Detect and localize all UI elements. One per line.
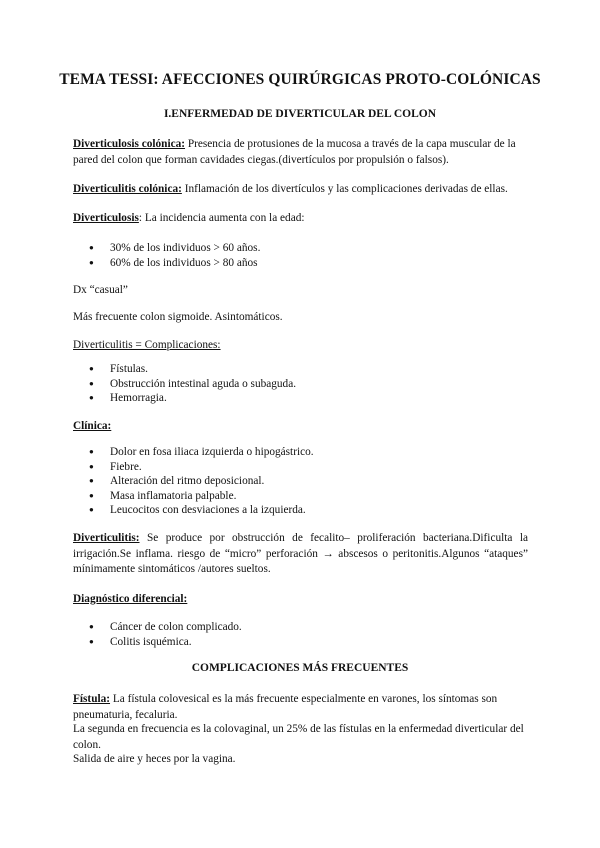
term-label: Diverticulitis colónica: [73,183,182,195]
list-item: ● Dolor en fosa iliaca izquierda o hipogástrico. [89,445,529,460]
list-item: ● 30% de los individuos > 60 años. [89,241,529,256]
document-title: TEMA TESSI: AFECCIONES QUIRÚRGICAS PROTO-COLÓNICAS [59,71,541,88]
diagnostico-list [89,620,529,649]
clinica-list [89,445,529,518]
term-definition: : La incidencia aumenta con la edad: [138,212,305,224]
list-item: ● Fiebre. [89,460,529,475]
clinica-heading-text: Clínica: [73,420,112,432]
complicaciones-heading [73,338,528,354]
paragraph-colovaginal: La segunda en frecuencia es la colovaginal, un 25% de las fístulas en la enfermedad diverticular del colon. [73,723,524,751]
clinica-heading [73,419,528,435]
term-label: Diverticulitis: [73,532,140,544]
list-item: ● 60% de los individuos > 80 años [89,256,529,271]
paragraph-salida: Salida de aire y heces por la vagina. [73,753,236,765]
complicaciones-heading-text: Diverticulitis = Complicaciones: [73,339,221,351]
paragraph-diverticulosis-colonica [73,137,528,168]
term-label: Diverticulosis [73,212,139,224]
diagnostico-heading-text: Diagnóstico diferencial: [73,593,188,605]
list-item: ● Colitis isquémica. [89,635,529,650]
list-item: ● Masa inflamatoria palpable. [89,489,529,504]
list-item: ● Cáncer de colon complicado. [89,620,529,635]
section-heading-diverticular: I.ENFERMEDAD DE DIVERTICULAR DEL COLON [163,108,437,120]
diagnostico-heading [73,592,528,608]
term-definition: Se produce por obstrucción de fecalito– proliferación bacteriana.Dificulta la irrigación.Se inflama. riesgo de “micro” perforación → abscesos o peritonitis.Algunos “ataques” mínimamente sintomáticos /autores sueltos. [73,532,528,575]
dx-casual-text: Dx “casual” [73,284,128,296]
term-definition: Presencia de protusiones de la mucosa a través de la capa muscular de la pared del colon que forman cavidades ciegas.(divertículos por propulsión o falsos). [73,138,516,166]
complicaciones-list [89,362,529,406]
paragraph-diverticulitis [73,531,528,578]
section-heading-complicaciones: COMPLICACIONES MÁS FRECUENTES [191,662,409,674]
paragraph-diverticulitis-colonica [73,182,528,198]
term-label: Diverticulosis colónica: [73,138,186,150]
list-item: ● Fístulas. [89,362,529,377]
term-definition: Inflamación de los divertículos y las complicaciones derivadas de ellas. [181,183,508,195]
term-definition: La fístula colovesical es la más frecuente especialmente en varones, los síntomas son pneumaturia, fecaluria. [73,693,498,721]
list-item: ● Leucocitos con desviaciones a la izquierda. [89,503,529,518]
list-item: ● Alteración del ritmo deposicional. [89,474,529,489]
incidence-list [89,241,529,270]
paragraph-diverticulosis [73,211,528,227]
list-item: ● Obstrucción intestinal aguda o subaguda. [89,377,529,392]
list-item: ● Hemorragia. [89,391,529,406]
term-label: Fístula: [73,693,111,705]
paragraph-fistula [73,692,528,723]
mas-frecuente-text: Más frecuente colon sigmoide. Asintomáticos. [73,311,283,323]
